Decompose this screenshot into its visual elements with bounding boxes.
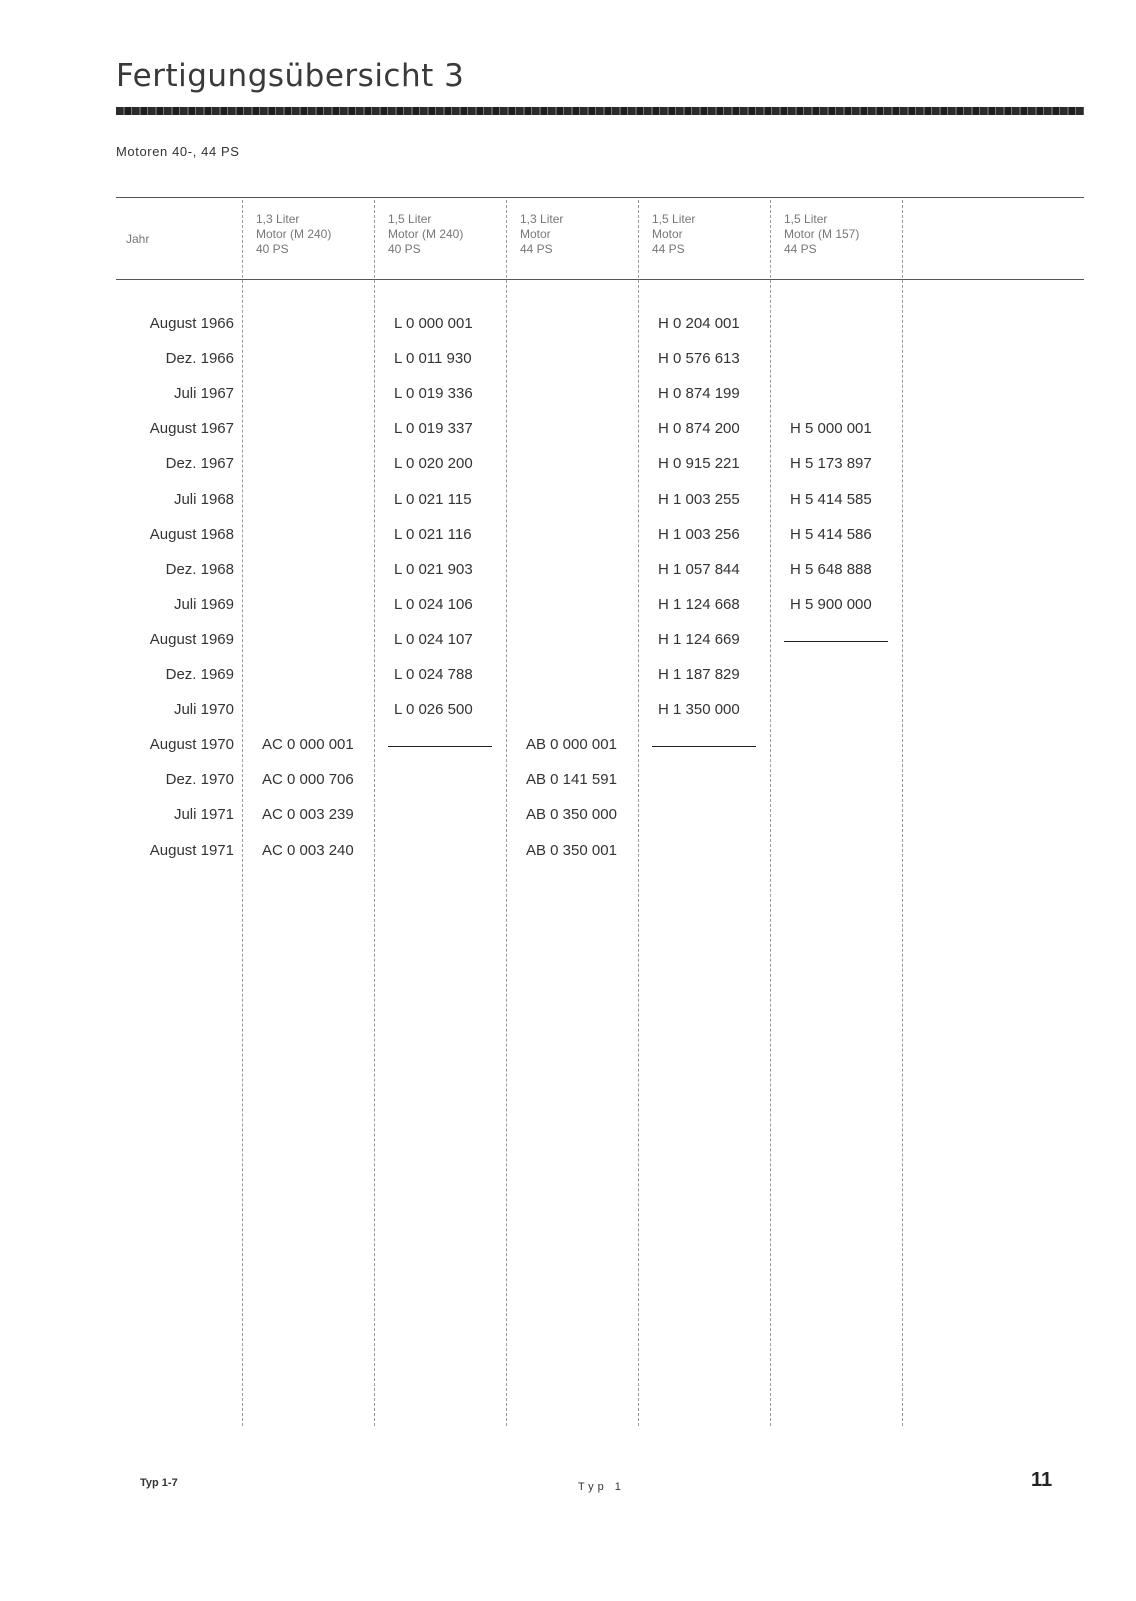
column-separator (638, 200, 639, 1426)
page-title: Fertigungsübersicht 3 (116, 58, 465, 94)
engine-number-cell: H 0 874 199 (658, 385, 740, 403)
page-number: 11 (1031, 1469, 1053, 1491)
row-year: Juli 1967 (173, 385, 234, 403)
row-year: August 1967 (149, 420, 234, 438)
engine-number-cell: H 5 900 000 (790, 595, 872, 613)
engine-number-cell: AC 0 000 001 (262, 736, 354, 754)
row-year: August 1970 (149, 736, 234, 754)
row-year: Dez. 1970 (165, 771, 234, 789)
end-of-series-line (652, 746, 756, 747)
end-of-series-line (784, 641, 888, 642)
column-separator (374, 200, 375, 1426)
engine-number-cell: AC 0 000 706 (262, 771, 354, 789)
year-column-header: Jahr (126, 232, 150, 246)
engine-number-cell: H 0 204 001 (658, 315, 740, 332)
engine-number-cell: L 0 011 930 (394, 350, 472, 368)
engine-number-cell: AB 0 000 001 (526, 736, 617, 754)
engine-number-cell: H 5 000 001 (790, 420, 872, 438)
engine-number-cell: L 0 021 903 (394, 560, 473, 578)
row-year: August 1966 (149, 315, 234, 332)
engine-number-cell: L 0 019 336 (394, 385, 473, 403)
column-header: 1,5 Liter Motor 44 PS (652, 212, 696, 256)
engine-number-cell: L 0 021 116 (394, 525, 472, 543)
row-year: August 1969 (149, 630, 234, 648)
engine-number-cell: AC 0 003 239 (262, 806, 354, 824)
engine-number-cell: H 0 874 200 (658, 420, 740, 438)
engine-number-cell: AB 0 350 001 (526, 841, 617, 859)
engine-number-cell: H 0 915 221 (658, 455, 740, 473)
column-separator (902, 200, 903, 1426)
engine-number-cell: H 5 414 585 (790, 490, 872, 508)
engine-number-cell: H 1 003 255 (658, 490, 740, 508)
row-year: Juli 1969 (173, 595, 234, 613)
engine-number-cell: H 0 576 613 (658, 350, 740, 368)
table-header-rule (116, 279, 1084, 280)
footer-type: Typ 1 (578, 1481, 625, 1493)
engine-number-cell: L 0 021 115 (394, 490, 472, 508)
row-year: Juli 1971 (173, 806, 234, 824)
column-header: 1,5 Liter Motor (M 240) 40 PS (388, 212, 464, 256)
engine-number-cell: L 0 024 788 (394, 666, 473, 683)
engine-number-cell: L 0 026 500 (394, 701, 473, 719)
engine-number-cell: AB 0 141 591 (526, 771, 617, 789)
column-header: 1,5 Liter Motor (M 157) 44 PS (784, 212, 860, 256)
engine-number-cell: L 0 024 106 (394, 595, 473, 613)
title-underline (116, 107, 1084, 115)
end-of-series-line (388, 746, 492, 747)
engine-number-cell: H 5 173 897 (790, 455, 872, 473)
engine-number-cell: L 0 000 001 (394, 315, 473, 332)
engine-number-cell: H 1 057 844 (658, 560, 740, 578)
row-year: August 1968 (149, 525, 234, 543)
engine-number-cell: H 1 124 668 (658, 595, 740, 613)
engine-number-cell: AB 0 350 000 (526, 806, 617, 824)
engine-number-cell: H 5 414 586 (790, 525, 872, 543)
column-separator (506, 200, 507, 1426)
footer-type-range: Typ 1-7 (140, 1477, 178, 1489)
column-header: 1,3 Liter Motor 44 PS (520, 212, 564, 256)
row-year: Dez. 1969 (165, 666, 234, 683)
engine-number-cell: H 1 187 829 (658, 666, 740, 683)
row-year: Juli 1970 (173, 701, 234, 719)
column-header: 1,3 Liter Motor (M 240) 40 PS (256, 212, 332, 256)
row-year: August 1971 (149, 841, 234, 859)
engine-number-cell: H 1 350 000 (658, 701, 740, 719)
row-year: Dez. 1967 (165, 455, 234, 473)
engine-number-cell: AC 0 003 240 (262, 841, 354, 859)
engine-number-cell: L 0 019 337 (394, 420, 473, 438)
row-year: Dez. 1966 (165, 350, 234, 368)
engine-number-cell: H 1 003 256 (658, 525, 740, 543)
page-subtitle: Motoren 40-, 44 PS (116, 144, 240, 159)
column-separator (770, 200, 771, 1426)
engine-number-cell: L 0 024 107 (394, 630, 473, 648)
table-top-rule (116, 197, 1084, 198)
engine-number-cell: L 0 020 200 (394, 455, 473, 473)
row-year: Juli 1968 (173, 490, 234, 508)
column-separator (242, 200, 243, 1426)
engine-number-cell: H 5 648 888 (790, 560, 872, 578)
row-year: Dez. 1968 (165, 560, 234, 578)
engine-number-cell: H 1 124 669 (658, 630, 740, 648)
